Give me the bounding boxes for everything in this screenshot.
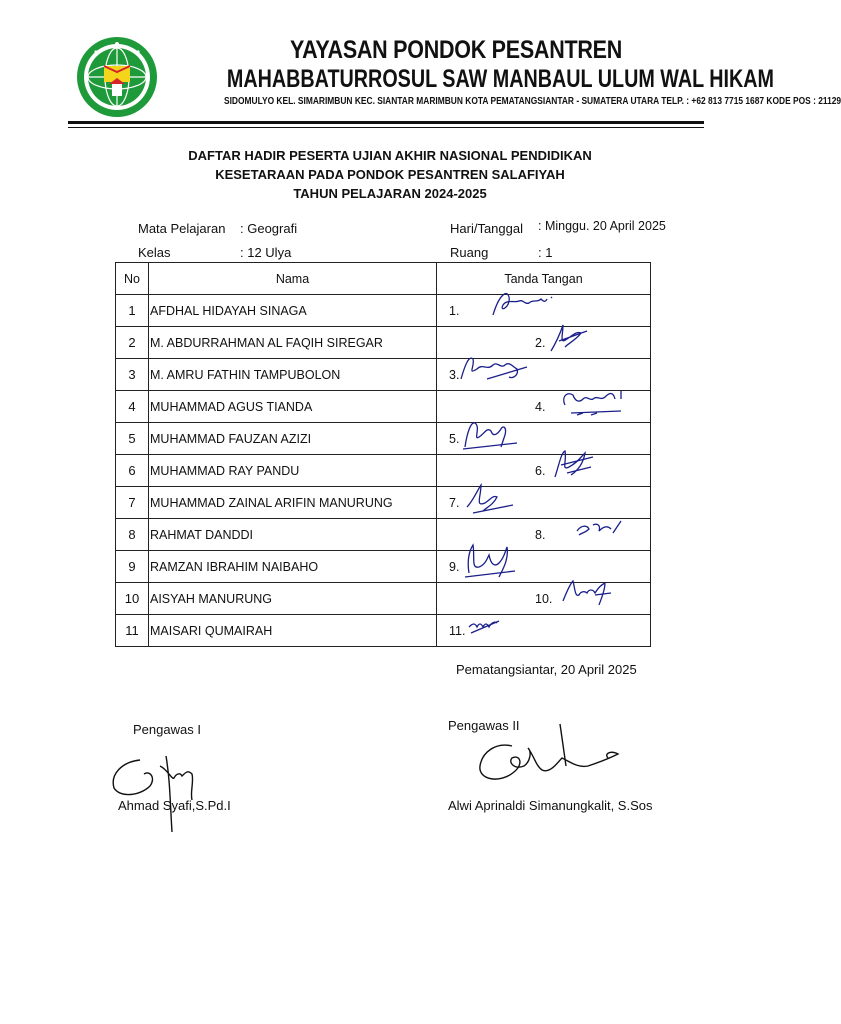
header-divider-thin <box>68 127 704 128</box>
signature-number: 2. <box>535 336 546 350</box>
row-no: 1 <box>116 295 149 327</box>
signature-cell <box>437 615 651 647</box>
signature-image <box>457 349 537 393</box>
signature-number: 3. <box>449 368 460 382</box>
row-name: AFDHAL HIDAYAH SINAGA <box>149 295 437 327</box>
attendance-table <box>115 262 651 647</box>
doc-title-line2: KESETARAAN PADA PONDOK PESANTREN SALAFIYAH <box>215 167 565 182</box>
signature-cell <box>437 583 651 615</box>
subject-value: : Geografi <box>240 221 298 236</box>
row-name: MUHAMMAD RAY PANDU <box>149 455 437 487</box>
table-row <box>116 455 651 487</box>
pengawas-1-signature <box>100 740 240 840</box>
signature-number: 11. <box>449 624 466 638</box>
row-name: MAISARI QUMAIRAH <box>149 615 437 647</box>
table-row <box>116 583 651 615</box>
header-tanda-tangan: Tanda Tangan <box>437 263 651 295</box>
signature-cell <box>437 295 651 327</box>
header-divider <box>68 121 704 124</box>
signature-image <box>571 515 631 545</box>
header-no: No <box>116 263 149 295</box>
row-name: AISYAH MANURUNG <box>149 583 437 615</box>
signature-number: 10. <box>535 592 553 606</box>
row-name: MUHAMMAD FAUZAN AZIZI <box>149 423 437 455</box>
signature-image <box>557 383 647 423</box>
row-no: 7 <box>116 487 149 519</box>
row-no: 3 <box>116 359 149 391</box>
class-label: Kelas <box>138 245 171 260</box>
row-name: RAHMAT DANDDI <box>149 519 437 551</box>
row-name: MUHAMMAD AGUS TIANDA <box>149 391 437 423</box>
row-no: 2 <box>116 327 149 359</box>
header-nama: Nama <box>149 263 437 295</box>
signature-image <box>459 537 529 587</box>
row-no: 6 <box>116 455 149 487</box>
signature-cell <box>437 423 651 455</box>
pesantren-globe-logo <box>76 36 158 118</box>
subject-label: Mata Pelajaran <box>138 221 226 236</box>
table-row <box>116 519 651 551</box>
signature-number: 7. <box>449 496 460 510</box>
table-row <box>116 391 651 423</box>
org-name-line1: YAYASAN PONDOK PESANTREN <box>290 36 622 64</box>
signature-number: 5. <box>449 432 460 446</box>
doc-title-line1: DAFTAR HADIR PESERTA UJIAN AKHIR NASIONAL PENDIDIKAN <box>188 148 592 163</box>
date-label: Hari/Tanggal <box>450 221 523 236</box>
signature-image <box>467 613 507 641</box>
signature-image <box>463 477 523 521</box>
table-row <box>116 615 651 647</box>
row-no: 4 <box>116 391 149 423</box>
signature-number: 9. <box>449 560 460 574</box>
table-row <box>116 487 651 519</box>
signature-image <box>459 413 529 457</box>
row-no: 11 <box>116 615 149 647</box>
table-row <box>116 327 651 359</box>
row-name: M. ABDURRAHMAN AL FAQIH SIREGAR <box>149 327 437 359</box>
row-no: 9 <box>116 551 149 583</box>
org-name-line2: MAHABBATURROSUL SAW MANBAUL ULUM WAL HIKAM <box>226 65 775 93</box>
signature-image <box>559 573 629 613</box>
signature-image <box>547 321 607 359</box>
place-date: Pematangsiantar, 20 April 2025 <box>456 662 637 677</box>
signature-image <box>485 285 575 325</box>
doc-title-line3: TAHUN PELAJARAN 2024-2025 <box>293 186 487 201</box>
signature-number: 8. <box>535 528 546 542</box>
signature-image <box>547 443 607 487</box>
room-value: : 1 <box>538 245 553 260</box>
class-value: : 12 Ulya <box>240 245 292 260</box>
org-address: SIDOMULYO KEL. SIMARIMBUN KEC. SIANTAR MARIMBUN KOTA PEMATANGSIANTAR - SUMATERA UTARA TELP. : +62 813 7715 1687 KODE POS : 21129 <box>224 95 841 107</box>
signature-number: 6. <box>535 464 546 478</box>
pengawas-2-label: Pengawas II <box>448 718 520 733</box>
pengawas-2-name: Alwi Aprinaldi Simanungkalit, S.Sos <box>448 798 653 813</box>
row-name: RAMZAN IBRAHIM NAIBAHO <box>149 551 437 583</box>
row-name: MUHAMMAD ZAINAL ARIFIN MANURUNG <box>149 487 437 519</box>
date-value: : Minggu. 20 April 2025 <box>538 219 666 233</box>
room-label: Ruang <box>450 245 489 260</box>
signature-number: 4. <box>535 400 546 414</box>
pengawas-2-signature <box>470 718 650 798</box>
row-name: M. AMRU FATHIN TAMPUBOLON <box>149 359 437 391</box>
pengawas-1-name: Ahmad Syafi,S.Pd.I <box>118 798 231 813</box>
row-no: 5 <box>116 423 149 455</box>
signature-cell <box>437 487 651 519</box>
pengawas-1-label: Pengawas I <box>133 722 201 737</box>
row-no: 8 <box>116 519 149 551</box>
row-no: 10 <box>116 583 149 615</box>
signature-number: 1. <box>449 304 460 318</box>
